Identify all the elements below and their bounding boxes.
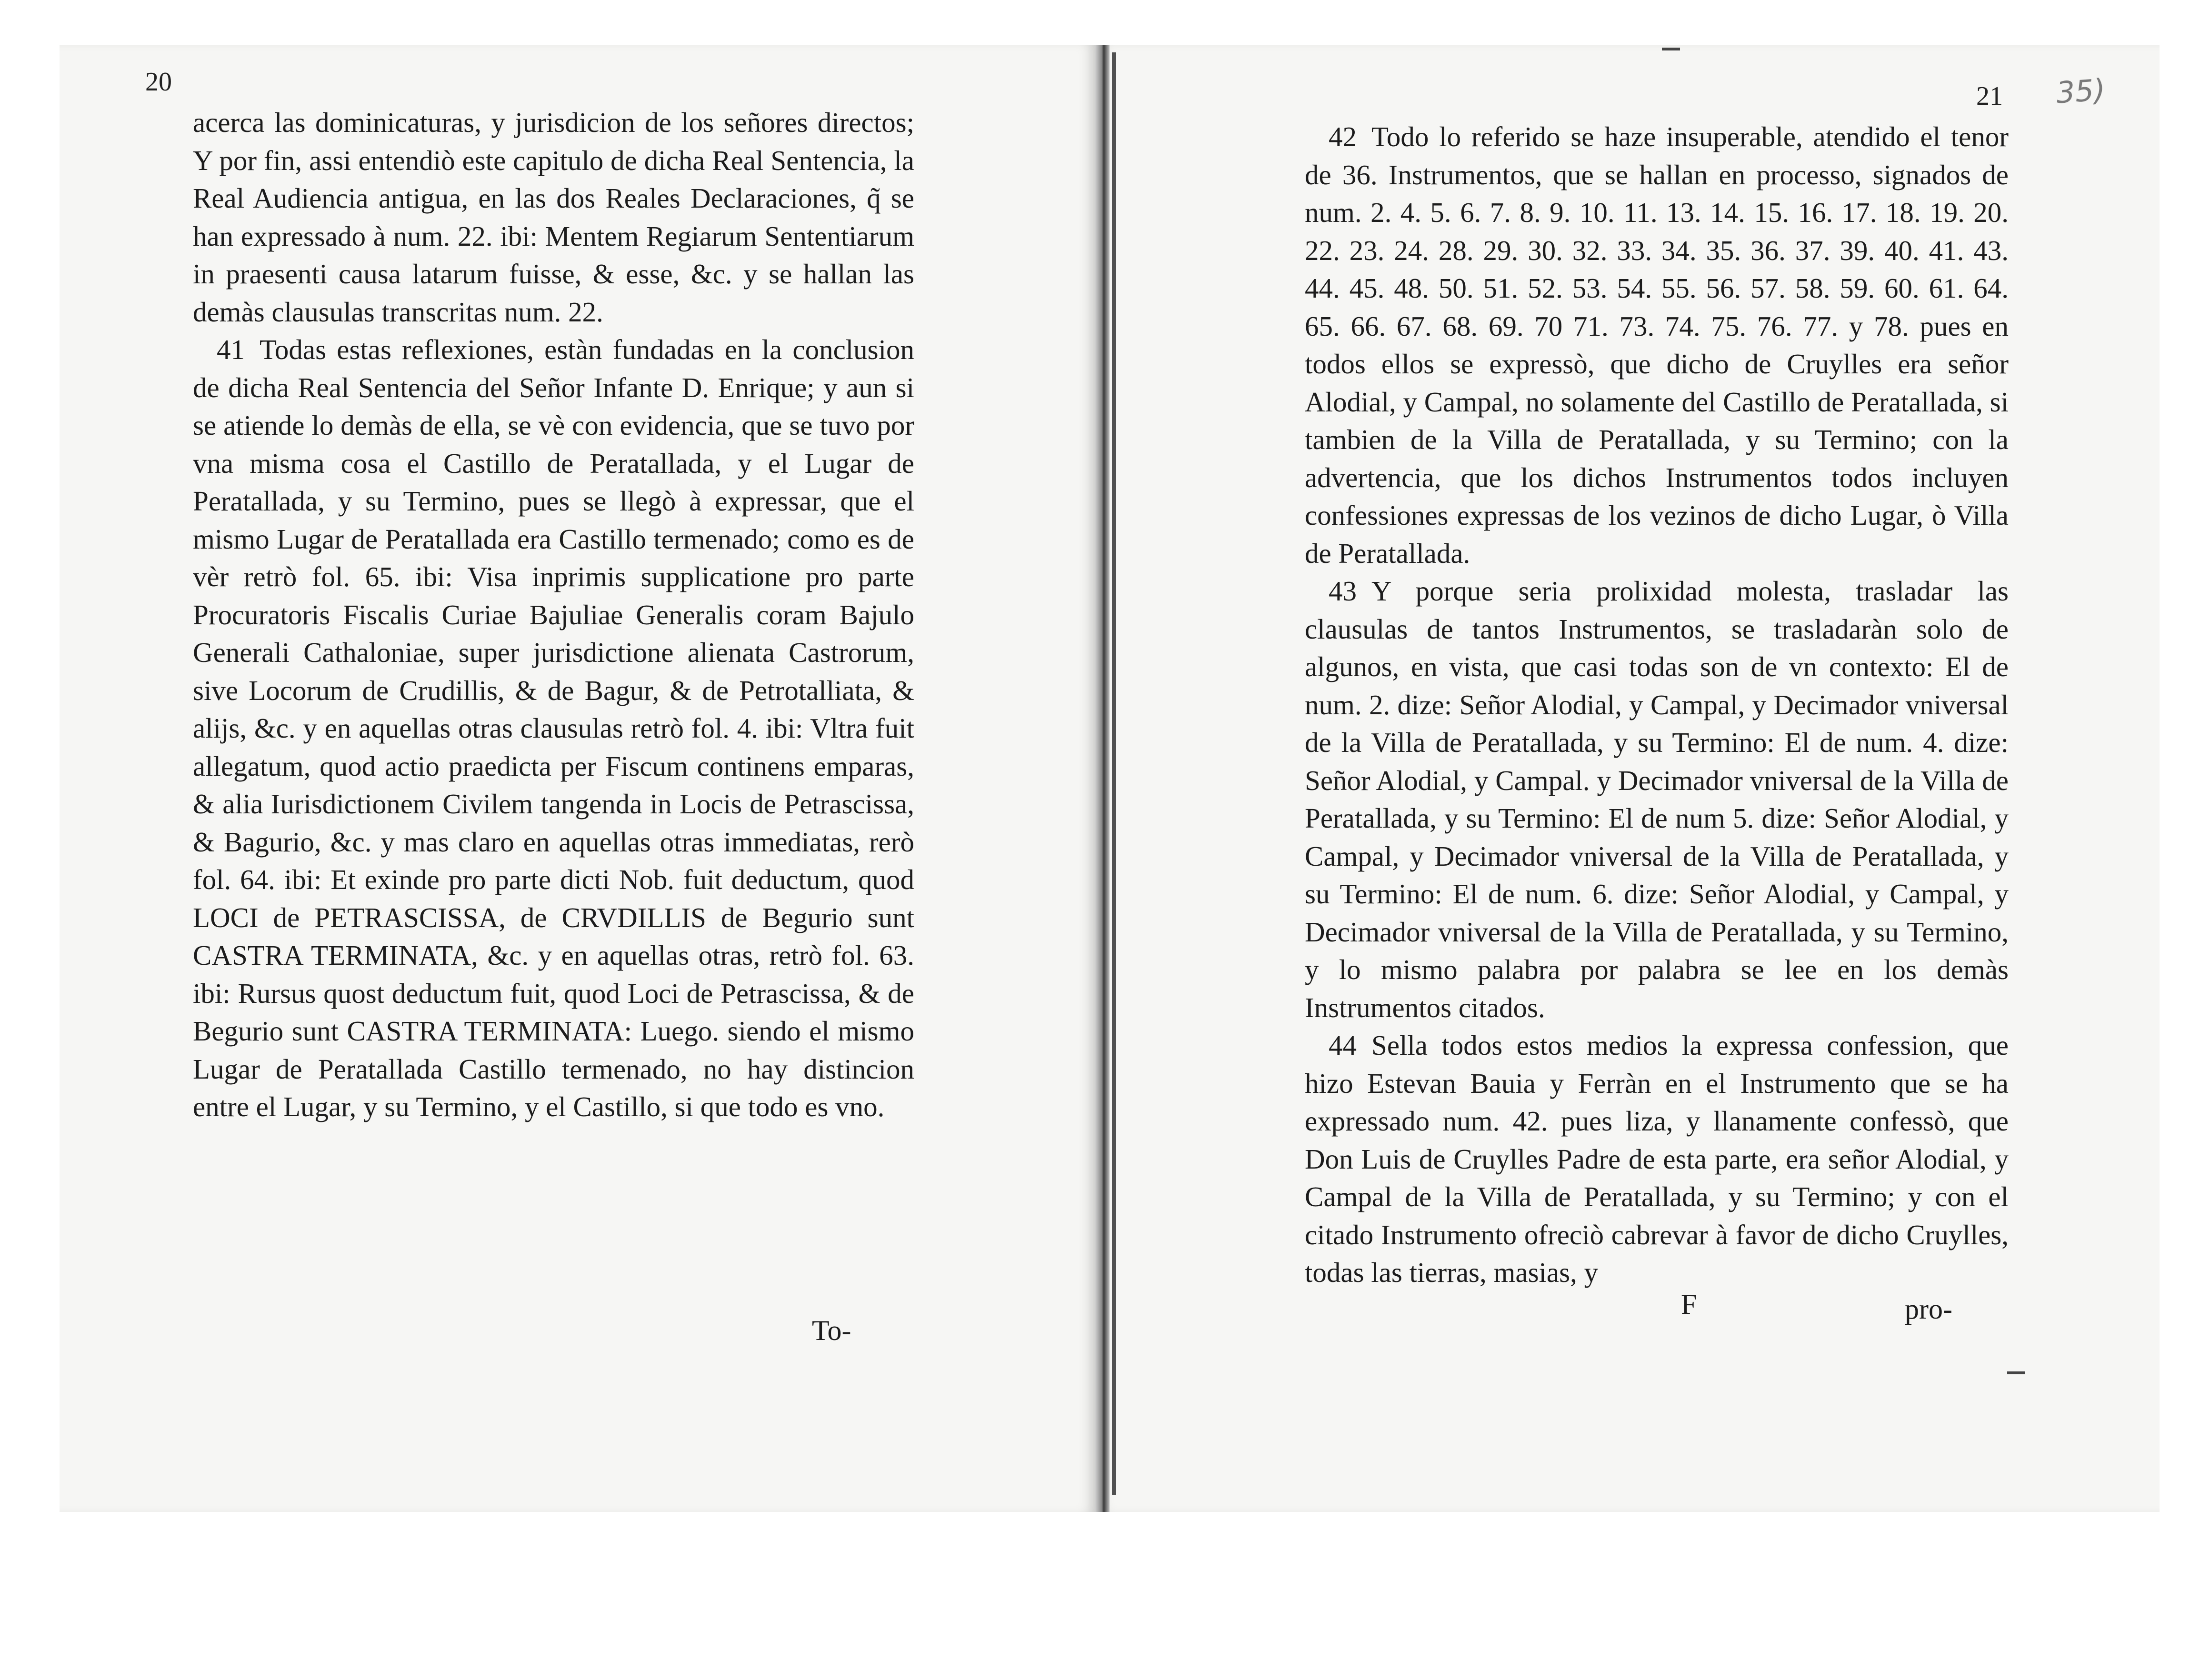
top-ornament-mark — [1662, 48, 1680, 50]
paragraph-text: Todas estas reflexiones, estàn fundadas en la conclusion de dicha Real Sentencia del Señor Infante D. Enrique; y aun si se atiende lo demàs de ella, se vè con evidencia, que se tuvo por vna misma cosa el Castillo de Peratallada, y el Lugar de Peratallada, y su Termino, pues se llegò à expressar, que el mismo Lugar de Peratallada era Castillo termenado; como es de vèr retrò fol. 65. ibi: Visa inprimis supplicatione pro parte Procuratoris Fiscalis Curiae Bajuliae Generalis coram Bajulo Generali Cathaloniae, super jurisdictione alienata Castrorum, sive Locorum de Crudillis, & de Bagur, & de Petrotalliata, & alijs, &c. y en aquellas otras clausulas retrò fol. 4. ibi: Vltra fuit allegatum, quod actio praedicta per Fiscum continens emparas, & alia Iurisdictionem Civilem tangenda in Locis de Petrascissa, & Bagurio, &c. y mas claro en aquellas otras immediatas, rerò fol. 64. ibi: Et exinde pro parte dicti Nob. fuit deductum, quod LOCI de PETRASCISSA, de CRVDILLIS de Begurio sunt CASTRA TERMINATA, &c. y en aquellas otras, retrò fol. 63. ibi: Rursus quost deductum fuit, quod Loci de Petrascissa, & de Begurio sunt CASTRA TERMINATA: Luego. siendo el mismo Lugar de Peratallada Castillo termenado, no hay distincion entre el Lugar, y su Termino, y el Castillo, si que todo es vno. — [193, 334, 914, 1122]
paragraph-text: acerca las dominicaturas, y jurisdicion de los señores directos; Y por fin, assi entendiò este capitulo de dicha Real Sentencia, la Real Audiencia antigua, en las dos Reales Declaraciones, q̃ se han expressado à num. 22. ibi: Mentem Regiarum Sententiarum in praesenti causa latarum fuisse, & esse, &c. y se hallan las demàs clausulas transcritas num. 22. — [193, 107, 914, 328]
signature-mark: F — [1681, 1289, 1697, 1320]
right-paragraph-43 — [1305, 572, 2009, 1027]
paragraph-text: Todo lo referido se haze insuperable, atendido el tenor de 36. Instrumentos, que se hallan en processo, signados de num. 2. 4. 5. 6. 7. 8. 9. 10. 11. 13. 14. 15. 16. 17. 18. 19. 20. 22. 23. 24. 28. 29. 30. 32. 33. 34. 35. 36. 37. 39. 40. 41. 43. 44. 45. 48. 50. 51. 52. 53. 54. 55. 56. 57. 58. 59. 60. 61. 64. 65. 66. 67. 68. 69. 70 71. 73. 74. 75. 76. 77. y 78. pues en todos ellos se expressò, que dicho de Cruylles era señor Alodial, y Campal, no solamente del Castillo de Peratallada, si tambien de la Villa de Peratallada, y su Termino; con la advertencia, que los dichos Instrumentos todos incluyen confessiones expressas de los vezinos de dicho Lugar, ò Villa de Peratallada. — [1305, 121, 2009, 569]
left-page-number: 20 — [145, 67, 172, 97]
right-page-text — [1305, 118, 2009, 1292]
handwritten-folio-annotation: 35) — [2055, 72, 2107, 110]
right-page-number: 21 — [1976, 81, 2003, 111]
bottom-ornament-mark — [2007, 1371, 2025, 1374]
paragraph-number: 41 — [217, 334, 245, 365]
left-page-text — [193, 104, 914, 1126]
right-paragraph-44 — [1305, 1027, 2009, 1292]
right-paragraph-42 — [1305, 118, 2009, 572]
paragraph-text: Sella todos estos medios la expressa confession, que hizo Estevan Bauia y Ferràn en el Instrumento que se ha expressado num. 42. pues liza, y llanamente confessò, que Don Luis de Cruylles Padre de esta parte, era señor Alodial, y Campal de la Villa de Peratallada, y su Termino; y con el citado Instrumento ofreciò cabrevar à favor de dicho Cruylles, todas las tierras, masias, y — [1305, 1030, 2009, 1288]
paragraph-number: 44 — [1329, 1030, 1357, 1061]
left-paragraph-41 — [193, 331, 914, 1126]
right-catchword: pro- — [1905, 1293, 1952, 1325]
book-gutter — [1095, 45, 1110, 1512]
paragraph-number: 43 — [1329, 575, 1357, 607]
spine-shadow — [1112, 52, 1116, 1495]
paragraph-text: Y porque seria prolixidad molesta, trasladar las clausulas de tantos Instrumentos, se trasladaràn solo de algunos, en vista, que casi todas son de vn contexto: El de num. 2. dize: Señor Alodial, y Campal, y Decimador vniversal de la Villa de Peratallada, y su Termino: El de num. 4. dize: Señor Alodial, y Campal. y Decimador vniversal de la Villa de Peratallada, y su Termino: El de num 5. dize: Señor Alodial, y Campal, y Decimador vniversal de la Villa de Peratallada, y su Termino: El de num. 6. dize: Señor Alodial, y Campal, y Decimador vniversal de la Villa de Peratallada, y su Termino, y lo mismo palabra por palabra se lee en los demàs Instrumentos citados. — [1305, 575, 2009, 1023]
paragraph-number: 42 — [1329, 121, 1357, 152]
left-paragraph-continuation — [193, 104, 914, 331]
left-catchword: To- — [812, 1315, 851, 1346]
